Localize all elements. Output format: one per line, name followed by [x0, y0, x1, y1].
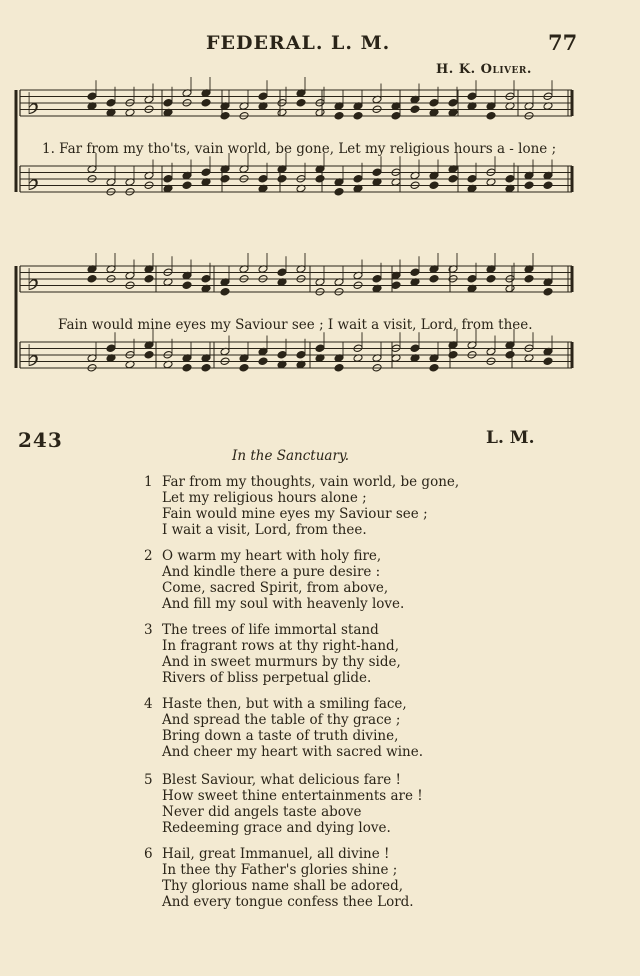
- page-number: 77: [548, 30, 578, 55]
- stanza-line: And kindle there a pure desire :: [162, 564, 381, 580]
- stanza-3: [144, 622, 401, 686]
- stanza-line: In fragrant rows at thy right-hand,: [162, 638, 399, 654]
- stanza-line: And fill my soul with heavenly love.: [162, 596, 405, 612]
- stanza-number: 4: [144, 696, 153, 712]
- stanza-line: 1 Far from my thoughts, vain world, be gone,: [144, 474, 460, 490]
- stanza-6: [144, 846, 414, 910]
- stanza-line: How sweet thine entertainments are !: [162, 788, 423, 804]
- stanza-line: And spread the table of thy grace ;: [162, 712, 401, 728]
- stanza-line: Fain would mine eyes my Saviour see ;: [162, 506, 428, 522]
- stanza-line: And in sweet murmurs by thy side,: [162, 654, 401, 670]
- music-lyric-line-2: Fain would mine eyes my Saviour see ; I wait a visit, Lord, from thee.: [58, 317, 533, 333]
- stanza-line: Never did angels taste above: [162, 804, 362, 820]
- tune-title: FEDERAL. L. M.: [206, 32, 391, 54]
- svg-text:♭: ♭: [26, 263, 41, 298]
- stanza-line: Redeeming grace and dying love.: [162, 820, 391, 836]
- stanza-line: And every tongue confess thee Lord.: [162, 894, 414, 910]
- stanza-line: 6 Hail, great Immanuel, all divine !: [144, 846, 390, 862]
- composer-credit: H. K. Oliver.: [436, 62, 532, 77]
- stanza-line: I wait a visit, Lord, from thee.: [162, 522, 367, 538]
- stanza-number: 2: [144, 548, 153, 564]
- stanza-number: 5: [144, 772, 153, 788]
- stanza-number: 6: [144, 846, 153, 862]
- stanza-line: Thy glorious name shall be adored,: [162, 878, 404, 894]
- stanza-line: Bring down a taste of truth divine,: [162, 728, 399, 744]
- music-lyric-line-1: 1. Far from my tho'ts, vain world, be gone, Let my religious hours a - lone ;: [42, 141, 557, 157]
- stanza-line: Let my religious hours alone ;: [162, 490, 367, 506]
- stanza-line: In thee thy Father's glories shine ;: [162, 862, 398, 878]
- music-score: [0, 0, 640, 410]
- stanza-line: Come, sacred Spirit, from above,: [162, 580, 389, 596]
- svg-text:♭: ♭: [26, 339, 41, 374]
- svg-text:♭: ♭: [26, 163, 41, 198]
- stanza-line: 2 O warm my heart with holy fire,: [144, 548, 382, 564]
- stanza-line: Rivers of bliss perpetual glide.: [162, 670, 372, 686]
- stanza-2: [144, 548, 404, 612]
- stanza-line: 3 The trees of life immortal stand: [144, 622, 379, 638]
- stanza-5: [144, 772, 423, 836]
- hymn-meter: L. M.: [486, 428, 535, 448]
- stanza-1: [144, 474, 459, 538]
- hymn-subtitle: In the Sanctuary.: [232, 448, 350, 464]
- stanza-line: 5 Blest Saviour, what delicious fare !: [144, 772, 401, 788]
- stanza-line: And cheer my heart with sacred wine.: [162, 744, 424, 760]
- stanza-number: 3: [144, 622, 153, 638]
- stanza-4: [144, 696, 423, 760]
- stanza-number: 1: [144, 474, 153, 490]
- svg-text:♭: ♭: [26, 87, 41, 122]
- hymn-number: 243: [18, 428, 63, 452]
- stanza-line: 4 Haste then, but with a smiling face,: [144, 696, 407, 712]
